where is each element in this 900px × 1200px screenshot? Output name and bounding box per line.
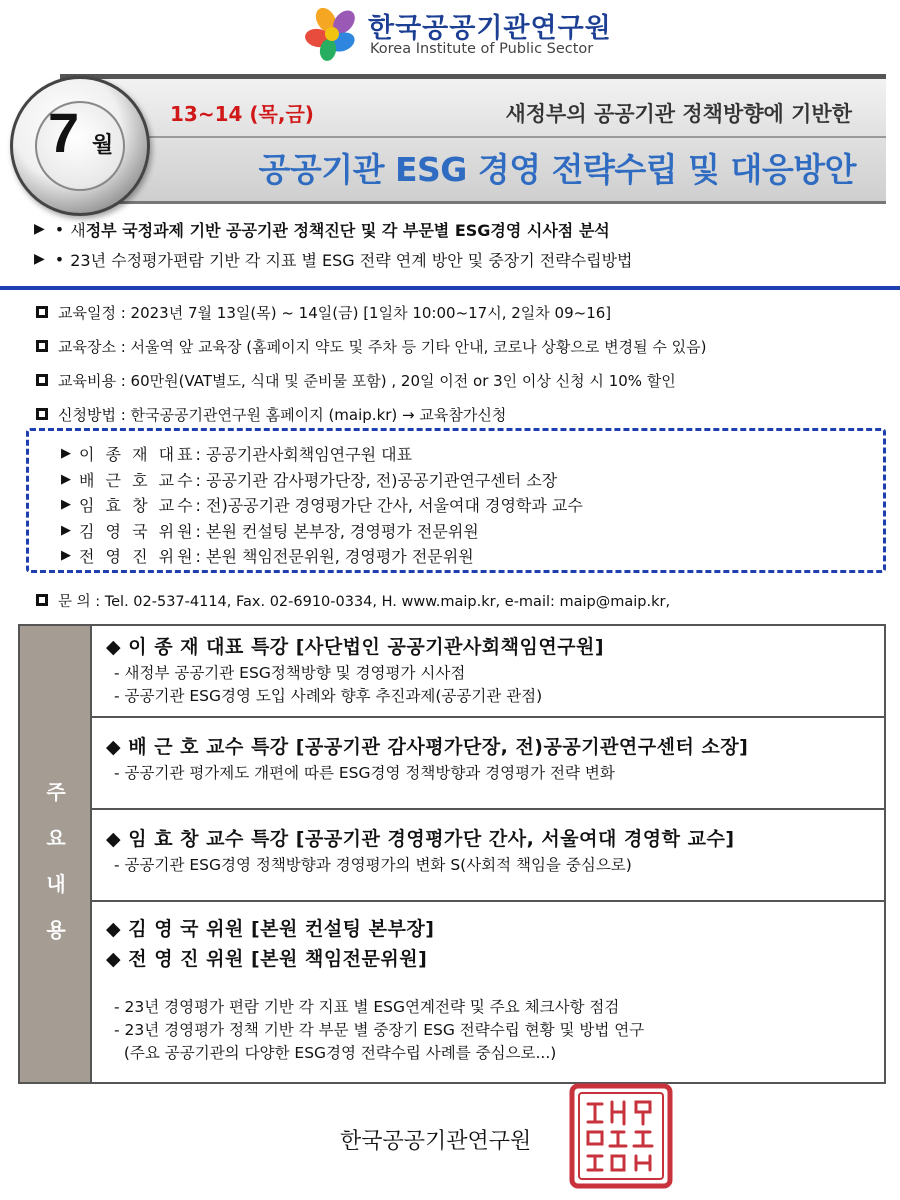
square-bullet-icon bbox=[36, 340, 48, 352]
highlight-bold: 정부 국정과제 기반 공공기관 정책진단 및 각 부문별 ESG경영 시사점 분석 bbox=[85, 220, 610, 240]
lecturer-box bbox=[26, 428, 886, 573]
lecturer-name: 전 영 진 위원 bbox=[79, 547, 196, 567]
info-text: 교육장소 : 서울역 앞 교육장 (홈페이지 약도 및 주차 등 기타 안내, 코로나 상황으로 변경될 수 있음) bbox=[58, 337, 707, 356]
contact-text: 문 의 : Tel. 02-537-4114, Fax. 02-6910-0334, H. www.maip.kr, e-mail: maip@maip.kr, bbox=[58, 593, 671, 610]
section-divider bbox=[0, 286, 900, 290]
banner-subtitle: 새정부의 공공기관 정책방향에 기반한 bbox=[505, 102, 852, 126]
event-date: 13~14 (목,금) bbox=[170, 102, 314, 126]
month-number: 7 bbox=[48, 101, 80, 164]
side-label-char: 내 bbox=[46, 872, 66, 896]
lecturer-desc: : 공공기관 감사평가단장, 전)공공기관연구센터 소장 bbox=[195, 470, 558, 490]
triangle-bullet-icon: ▶ bbox=[61, 471, 71, 487]
info-schedule bbox=[36, 295, 886, 329]
content-section bbox=[92, 902, 884, 1082]
content-section bbox=[92, 810, 884, 902]
highlight-item bbox=[34, 244, 874, 274]
triangle-bullet-icon: ▶ bbox=[61, 446, 71, 462]
lecturer-desc: : 본원 책임전문위원, 경영평가 전문위원 bbox=[195, 547, 474, 567]
content-section bbox=[92, 626, 884, 718]
section-heading: ◆ 이 종 재 대표 특강 [사단법인 공공기관사회책임연구원] bbox=[106, 636, 605, 658]
colorful-petals-logo-icon bbox=[304, 6, 360, 62]
triangle-bullet-icon: ▶ bbox=[61, 497, 71, 513]
lecturer-name: 임 효 창 교수 bbox=[79, 496, 196, 516]
month-unit: 월 bbox=[92, 133, 114, 158]
section-heading: ◆ 임 효 창 교수 특강 [공공기관 경영평가단 간사, 서울여대 경영학 교수] bbox=[106, 828, 735, 850]
org-name-en: Korea Institute of Public Sector bbox=[370, 41, 594, 57]
info-text: 교육비용 : 60만원(VAT별도, 식대 및 준비물 포함) , 20일 이전 or 3인 이상 신청 시 10% 할인 bbox=[58, 371, 676, 390]
info-location bbox=[36, 329, 886, 363]
contact-info bbox=[36, 588, 670, 612]
section-line: (주요 공공기관의 다양한 ESG경영 전략수립 사례를 중심으로...) bbox=[114, 1044, 557, 1062]
banner-title: 공공기관 ESG 경영 전략수립 및 대응방안 bbox=[258, 150, 856, 189]
lecturer-item bbox=[61, 441, 883, 467]
lecturer-desc: : 전)공공기관 경영평가단 간사, 서울여대 경영학과 교수 bbox=[195, 496, 583, 516]
triangle-bullet-icon: ▶ bbox=[61, 522, 71, 538]
side-label-char: 주 bbox=[46, 780, 66, 804]
highlight-prefix: 새 bbox=[70, 220, 86, 240]
info-apply bbox=[36, 397, 886, 431]
triangle-bullet-icon: ▶ bbox=[34, 221, 45, 237]
square-bullet-icon bbox=[36, 374, 48, 386]
side-label-panel bbox=[20, 626, 92, 1082]
section-heading: ◆ 전 영 진 위원 [본원 책임전문위원] bbox=[106, 948, 428, 970]
triangle-bullet-icon: ▶ bbox=[34, 251, 45, 267]
lecturer-name: 배 근 호 교수 bbox=[79, 470, 196, 490]
section-line: - 공공기관 ESG경영 도입 사례와 향후 추진과제(공공기관 관점) bbox=[114, 687, 543, 705]
square-bullet-icon bbox=[36, 594, 48, 606]
org-name-ko: 한국공공기관연구원 bbox=[368, 13, 612, 44]
highlights bbox=[34, 214, 874, 274]
section-line: - 공공기관 평가제도 개편에 따른 ESG경영 정책방향과 경영평가 전략 변화 bbox=[114, 764, 615, 782]
square-bullet-icon bbox=[36, 306, 48, 318]
lecturer-item bbox=[61, 543, 883, 569]
dot-bullet-icon: • bbox=[54, 249, 65, 269]
org-logo bbox=[300, 4, 620, 60]
content-section bbox=[92, 718, 884, 810]
month-badge bbox=[10, 76, 150, 216]
info-fee bbox=[36, 363, 886, 397]
section-heading: ◆ 배 근 호 교수 특강 [공공기관 감사평가단장, 전)공공기관연구센터 소장] bbox=[106, 736, 749, 758]
dot-bullet-icon: • bbox=[54, 219, 65, 239]
square-bullet-icon bbox=[36, 408, 48, 420]
lecturer-desc: : 본원 컨설팅 본부장, 경영평가 전문위원 bbox=[195, 521, 479, 541]
course-info bbox=[36, 295, 886, 431]
highlight-item bbox=[34, 214, 874, 244]
section-heading: ◆ 김 영 국 위원 [본원 컨설팅 본부장] bbox=[106, 918, 435, 940]
info-text: 신청방법 : 한국공공기관연구원 홈페이지 (maip.kr) → 교육참가신청 bbox=[58, 405, 507, 424]
side-label-char: 요 bbox=[46, 826, 66, 850]
lecturer-item bbox=[61, 467, 883, 493]
info-text: 교육일정 : 2023년 7월 13일(목) ~ 14일(금) [1일차 10:00~17시, 2일차 09~16] bbox=[58, 303, 612, 322]
footer-org-name: 한국공공기관연구원 bbox=[340, 1129, 532, 1154]
main-content-table bbox=[18, 624, 886, 1084]
lecturer-item bbox=[61, 492, 883, 518]
lecturer-item bbox=[61, 518, 883, 544]
section-line: - 23년 경영평가 정책 기반 각 부문 별 중장기 ESG 전략수립 현황 및 방법 연구 bbox=[114, 1021, 645, 1039]
section-line: - 공공기관 ESG경영 정책방향과 경영평가의 변화 S(사회적 책임을 중심으로) bbox=[114, 856, 632, 874]
triangle-bullet-icon: ▶ bbox=[61, 548, 71, 564]
red-official-seal-icon bbox=[566, 1080, 676, 1192]
lecturer-name: 이 종 재 대표 bbox=[79, 445, 196, 465]
side-label-char: 용 bbox=[46, 918, 66, 942]
section-line: - 새정부 공공기관 ESG정책방향 및 경영평가 시사점 bbox=[114, 664, 466, 682]
lecturer-desc: : 공공기관사회책임연구원 대표 bbox=[195, 445, 413, 465]
highlight-text: 23년 수정평가편람 기반 각 지표 별 ESG 전략 연계 방안 및 중장기 전략수립방법 bbox=[70, 250, 633, 270]
banner-divider bbox=[120, 136, 886, 138]
lecturer-name: 김 영 국 위원 bbox=[79, 521, 196, 541]
section-line: - 23년 경영평가 편람 기반 각 지표 별 ESG연계전략 및 주요 체크사항 점검 bbox=[114, 998, 620, 1016]
